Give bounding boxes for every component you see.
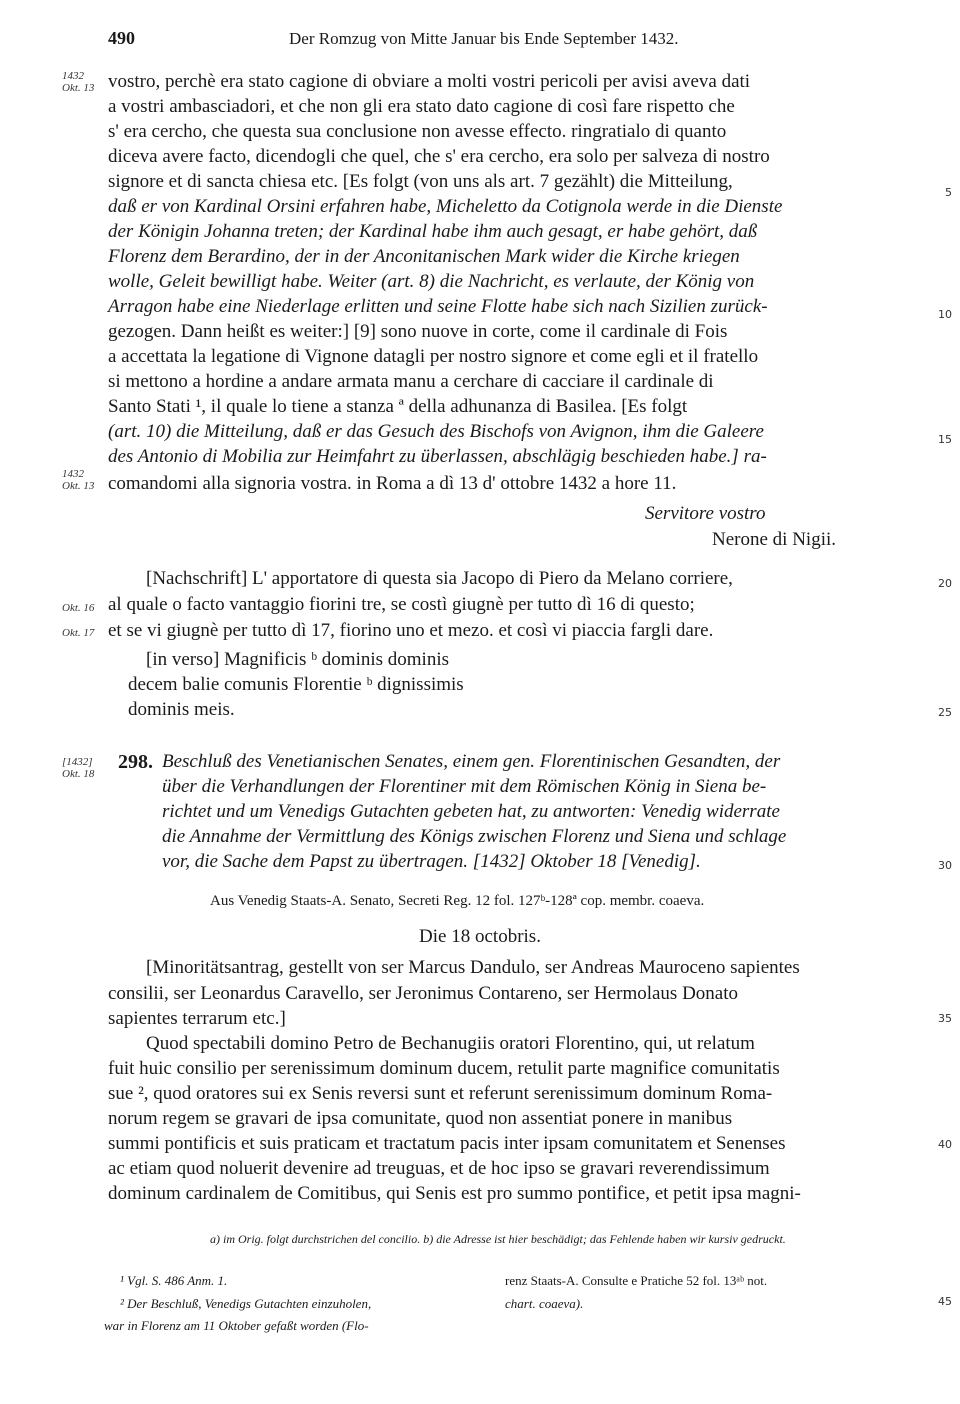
running-title: Der Romzug von Mitte Januar bis Ende September 1432. xyxy=(289,29,679,48)
text-line: Arragon habe eine Niederlage erlitten und seine Flotte habe sich nach Sizilien zurück- xyxy=(108,296,768,317)
signature-servitore: Servitore vostro xyxy=(645,503,766,524)
text-line: (art. 10) die Mitteilung, daß er das Gesuch des Bischofs von Avignon, ihm die Galeere xyxy=(108,421,764,442)
text-line: summi pontificis et suis praticam et tractatum pacis inter ipsam comunitatem et Senenses xyxy=(108,1133,786,1154)
text-line: dominis meis. xyxy=(128,699,235,720)
text-line: vostro, perchè era stato cagione di obviare a molti vostri pericoli per avisi aveva dati xyxy=(108,71,751,92)
text-line: [Minoritätsantrag, gestellt von ser Marcus Dandulo, ser Andreas Mauroceno sapientes xyxy=(146,957,800,978)
text-line: daß er von Kardinal Orsini erfahren habe, Micheletto da Cotignola werde in die Dienste xyxy=(108,196,783,217)
text-line: ac etiam quod noluerit devenire ad treuguas, et de hoc ipso se gravari reverendissimum xyxy=(108,1158,770,1179)
text-line: et se vi giugnè per tutto dì 17, fiorino uno et mezo. et così vi piaccia fargli dare. xyxy=(108,620,714,641)
text-line: Santo Stati ¹, il quale lo tiene a stanza ª della adhunanza di Basilea. [Es folgt xyxy=(108,396,688,417)
line-number: 45 xyxy=(938,1295,952,1308)
title-line: vor, die Sache dem Papst zu übertragen. [1432] Oktober 18 [Venedig]. xyxy=(162,851,701,872)
footnote: war in Florenz am 11 Oktober gefaßt worden (Flo- xyxy=(104,1318,369,1333)
line-number: 30 xyxy=(938,859,952,872)
text-line: norum regem se gravari de ipsa comunitate, quod non assentiat ponere in manibus xyxy=(108,1108,733,1129)
line-number: 40 xyxy=(938,1138,952,1151)
line-number: 10 xyxy=(938,308,952,321)
text-line: [in verso] Magnificis ᵇ dominis dominis xyxy=(146,649,449,670)
text-line: decem balie comunis Florentie ᵇ dignissimis xyxy=(128,674,464,695)
date-heading: Die 18 octobris. xyxy=(419,926,541,947)
line-number: 35 xyxy=(938,1012,952,1025)
margin-date: 1432 Okt. 13 xyxy=(62,468,95,492)
text-line: a accettata la legatione di Vignone datagli per nostro signore et come egli et il fratello xyxy=(108,346,759,367)
title-line: die Annahme der Vermittlung des Königs zwischen Florenz und Siena und schlage xyxy=(162,826,787,847)
text-line: signore et di sancta chiesa etc. [Es folgt (von uns als art. 7 gezählt) die Mitteilung, xyxy=(108,171,733,192)
source-note: Aus Venedig Staats-A. Senato, Secreti Reg. 12 fol. 127ᵇ-128ª cop. membr. coaeva. xyxy=(210,893,705,909)
line-number: 5 xyxy=(945,186,952,199)
text-line: Florenz dem Berardino, der in der Anconitanischen Mark wider die Kirche kriegen xyxy=(108,246,740,267)
text-line: al quale o facto vantaggio fiorini tre, se costì giugnè per tutto dì 16 di questo; xyxy=(108,594,695,615)
text-line: si mettono a hordine a andare armata manu a cerchare di cacciare il cardinale di xyxy=(108,371,714,392)
text-line: sue ², quod oratores sui ex Senis reversi sunt et referunt serenissimum dominum Roma- xyxy=(108,1083,773,1104)
text-line: Quod spectabili domino Petro de Bechanugiis oratori Florentino, qui, ut relatum xyxy=(146,1033,755,1054)
text-line: a vostri ambasciadori, et che non gli era stato dato cagione di così fare rispetto che xyxy=(108,96,735,117)
margin-date: Okt. 17 xyxy=(62,627,95,639)
text-line: fuit huic consilio per serenissimum dominum ducem, retulit parte magnifice comunitatis xyxy=(108,1058,780,1079)
title-line: richtet und um Venedigs Gutachten gebeten hat, zu antworten: Venedig widerrate xyxy=(162,801,780,822)
text-line: [Nachschrift] L' apportatore di questa sia Jacopo di Piero da Melano corriere, xyxy=(146,568,733,589)
footnote: ¹ Vgl. S. 486 Anm. 1. xyxy=(120,1273,228,1288)
text-line: der Königin Johanna treten; der Kardinal habe ihm auch gesagt, er habe gehört, daß xyxy=(108,221,758,242)
line-number: 25 xyxy=(938,706,952,719)
footnote: ² Der Beschluß, Venedigs Gutachten einzuholen, xyxy=(120,1296,372,1311)
title-line: Beschluß des Venetianischen Senates, einem gen. Florentinischen Gesandten, der xyxy=(162,751,781,772)
text-line: comandomi alla signoria vostra. in Roma a dì 13 d' ottobre 1432 a hore 11. xyxy=(108,473,677,494)
margin-date: Okt. 16 xyxy=(62,602,95,614)
footnote: chart. coaeva). xyxy=(505,1296,584,1311)
title-line: über die Verhandlungen der Florentiner mit dem Römischen König in Siena be- xyxy=(162,776,767,797)
text-line: wolle, Geleit bewilligt habe. Weiter (art. 8) die Nachricht, es verlaute, der König von xyxy=(108,271,755,292)
text-line: consilii, ser Leonardus Caravello, ser Jeronimus Contareno, ser Hermolaus Donato xyxy=(108,983,739,1004)
line-number: 15 xyxy=(938,433,952,446)
text-line: sapientes terrarum etc.] xyxy=(108,1008,286,1029)
page-number: 490 xyxy=(108,28,135,48)
text-line: des Antonio di Mobilia zur Heimfahrt zu überlassen, abschlägig beschieden habe.] ra- xyxy=(108,446,767,467)
footnote: renz Staats-A. Consulte e Pratiche 52 fol. 13ᵃᵇ not. xyxy=(505,1273,768,1288)
line-number: 20 xyxy=(938,577,952,590)
text-line: diceva avere facto, dicendogli che quel, che s' era cercho, era solo per salveza di nostro xyxy=(108,146,770,167)
document-number: 298. xyxy=(118,751,153,773)
text-line: dominum cardinalem de Comitibus, qui Senis est pro summo pontifice, et petit ipsa magni- xyxy=(108,1183,801,1204)
text-line: s' era cercho, che questa sua conclusione non avesse effecto. ringratialo di quanto xyxy=(108,121,727,142)
margin-date: [1432] Okt. 18 xyxy=(62,756,95,780)
margin-date: 1432 Okt. 13 xyxy=(62,70,95,94)
critical-apparatus: a) im Orig. folgt durchstrichen del concilio. b) die Adresse ist hier beschädigt; das Fehlende haben wir kursiv gedruckt. xyxy=(210,1232,786,1246)
text-line: gezogen. Dann heißt es weiter:] [9] sono nuove in corte, come il cardinale di Fois xyxy=(108,321,728,342)
signature-name: Nerone di Nigii. xyxy=(712,529,837,550)
